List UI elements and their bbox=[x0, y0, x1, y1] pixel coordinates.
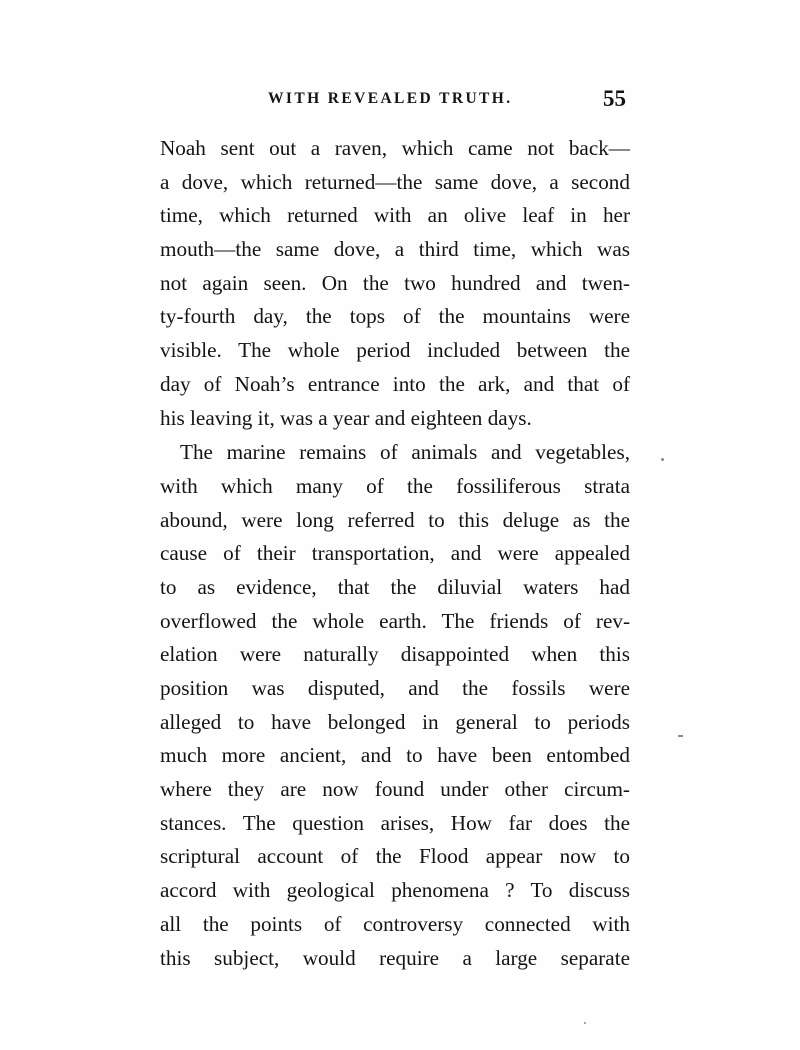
text-line: cause of their transportation, and were appealed bbox=[160, 541, 630, 566]
text-line: scriptural account of the Flood appear now to bbox=[160, 844, 630, 869]
text-line: with which many of the fossiliferous strata bbox=[160, 473, 630, 498]
text-line: to as evidence, that the diluvial waters had bbox=[160, 574, 630, 599]
text-line: not again seen. On the two hundred and twen- bbox=[160, 270, 630, 295]
running-title: WITH REVEALED TRUTH. bbox=[268, 90, 513, 107]
text-line: visible. The whole period included between the bbox=[160, 338, 630, 363]
text-line: this subject, would require a large separate bbox=[160, 945, 630, 970]
text-line: stances. The question arises, How far does the bbox=[160, 810, 630, 835]
running-head bbox=[160, 86, 630, 118]
text-line: Noah sent out a raven, which came not back— bbox=[160, 136, 630, 160]
text-line: alleged to have belonged in general to periods bbox=[160, 709, 630, 734]
text-line: accord with geological phenomena ? To discuss bbox=[160, 878, 630, 903]
text-line: overflowed the whole earth. The friends of rev- bbox=[160, 608, 630, 633]
text-line: a dove, which returned—the same dove, a second bbox=[160, 169, 630, 194]
text-line: abound, were long referred to this deluge as the bbox=[160, 507, 630, 532]
text-line: ty-fourth day, the tops of the mountains were bbox=[160, 304, 630, 329]
text-line: much more ancient, and to have been entombed bbox=[160, 743, 630, 768]
page-number: 55 bbox=[603, 86, 626, 111]
paragraph-1 bbox=[160, 132, 630, 435]
paragraph-2 bbox=[160, 436, 630, 975]
text-line: The marine remains of animals and vegetables, bbox=[180, 440, 630, 465]
text-line: all the points of controversy connected with bbox=[160, 911, 630, 936]
scan-speck bbox=[678, 735, 683, 737]
text-line: where they are now found under other circum- bbox=[160, 777, 630, 802]
text-line: mouth—the same dove, a third time, which was bbox=[160, 237, 630, 262]
text-line: elation were naturally disappointed when this bbox=[160, 642, 630, 667]
body-text bbox=[160, 132, 630, 975]
text-line: day of Noah’s entrance into the ark, and that of bbox=[160, 371, 630, 396]
text-line: position was disputed, and the fossils were bbox=[160, 676, 630, 700]
text-line: time, which returned with an olive leaf in her bbox=[160, 203, 630, 228]
scan-speck bbox=[661, 458, 664, 461]
text-line: his leaving it, was a year and eighteen days. bbox=[160, 405, 532, 430]
scan-speck bbox=[584, 1022, 586, 1024]
